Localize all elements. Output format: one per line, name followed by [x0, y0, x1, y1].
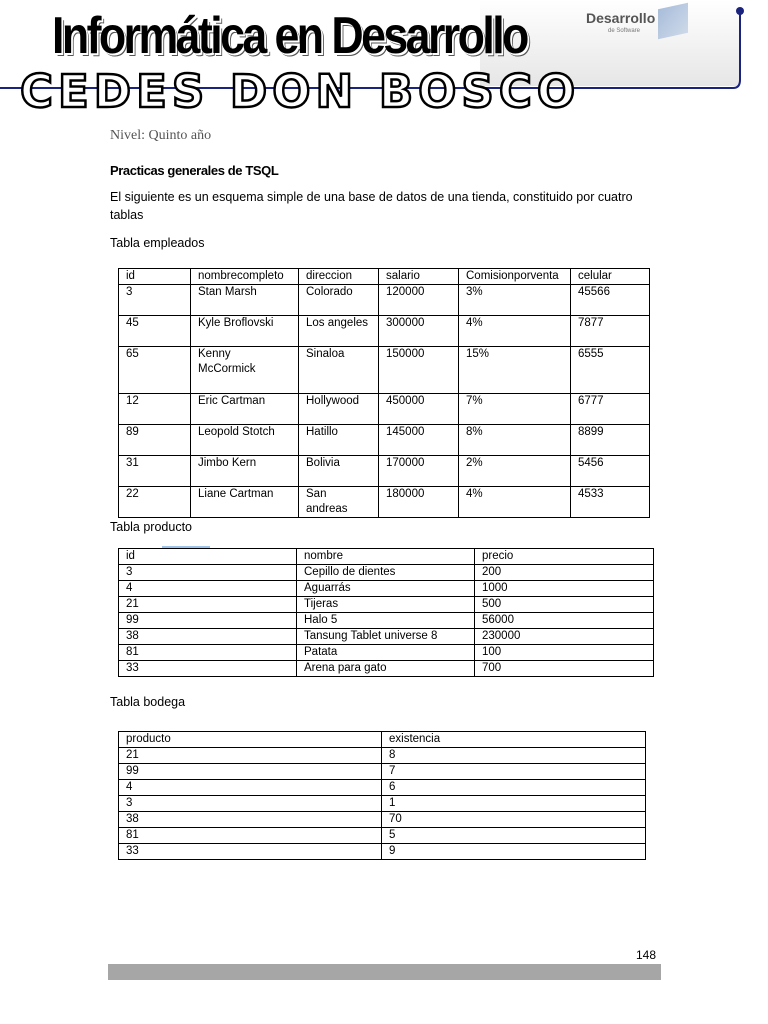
table-cell: Jimbo Kern [191, 456, 299, 487]
table-cell: 100 [475, 645, 654, 661]
table-cell: 170000 [379, 456, 459, 487]
table-cell: 4 [119, 581, 297, 597]
column-header: direccion [299, 269, 379, 285]
table-row [119, 565, 654, 581]
table-cell: 4% [459, 316, 571, 347]
table-row [119, 487, 650, 518]
table-cell: Tijeras [297, 597, 475, 613]
table-cell: Cepillo de dientes [297, 565, 475, 581]
table-cell: 450000 [379, 394, 459, 425]
logo-subtext: de Software [608, 28, 641, 34]
table-cell: 12 [119, 394, 191, 425]
table-cell: 21 [119, 597, 297, 613]
table-row [119, 581, 654, 597]
table-row [119, 844, 646, 860]
table-cell: 150000 [379, 347, 459, 394]
table-cell: Sinaloa [299, 347, 379, 394]
table-cell: 700 [475, 661, 654, 677]
table-cell: 3% [459, 285, 571, 316]
header-title: Informática en Desarrollo [52, 7, 527, 65]
table-row [119, 812, 646, 828]
table-header-row [119, 549, 654, 565]
table-cell: 1 [382, 796, 646, 812]
table-cell: 230000 [475, 629, 654, 645]
table-cell: Hollywood [299, 394, 379, 425]
table-cell: Tansung Tablet universe 8 [297, 629, 475, 645]
table-cell: Arena para gato [297, 661, 475, 677]
table-row [119, 285, 650, 316]
column-header: id [119, 269, 191, 285]
table-cell: 7% [459, 394, 571, 425]
table-row [119, 748, 646, 764]
table-label-bodega: Tabla bodega [110, 695, 186, 709]
table-cell: 300000 [379, 316, 459, 347]
table-cell: 4% [459, 487, 571, 518]
logo [586, 6, 696, 42]
logo-icon [658, 3, 688, 39]
table-cell: 38 [119, 812, 382, 828]
table-empleados [118, 268, 650, 518]
table-label-empleados: Tabla empleados [110, 236, 205, 250]
column-header: salario [379, 269, 459, 285]
column-header: nombre [297, 549, 475, 565]
table-cell: 5 [382, 828, 646, 844]
table-row [119, 456, 650, 487]
table-cell: 99 [119, 613, 297, 629]
table-cell: 81 [119, 828, 382, 844]
table-label-producto: Tabla producto [110, 520, 193, 534]
table-cell: 31 [119, 456, 191, 487]
table-cell: 6 [382, 780, 646, 796]
table-cell: 7 [382, 764, 646, 780]
school-name: CEDES DON BOSCO [20, 65, 581, 118]
table-header-row [119, 732, 646, 748]
section-title: Practicas generales de TSQL [110, 163, 279, 178]
table-row [119, 597, 654, 613]
table-cell: 33 [119, 661, 297, 677]
table-cell: 145000 [379, 425, 459, 456]
table-cell: 65 [119, 347, 191, 394]
table-cell: 120000 [379, 285, 459, 316]
table-cell: 8899 [571, 425, 650, 456]
table-cell: 9 [382, 844, 646, 860]
table-cell: Kyle Broflovski [191, 316, 299, 347]
table-row [119, 796, 646, 812]
table-bodega [118, 731, 646, 860]
table-row [119, 347, 650, 394]
table-cell: 56000 [475, 613, 654, 629]
column-header: id [119, 549, 297, 565]
table-cell: Patata [297, 645, 475, 661]
table-cell: 1000 [475, 581, 654, 597]
table-cell: 4 [119, 780, 382, 796]
table-row [119, 764, 646, 780]
table-row [119, 613, 654, 629]
table-cell: 22 [119, 487, 191, 518]
table-cell: 45566 [571, 285, 650, 316]
table-cell: Los angeles [299, 316, 379, 347]
table-cell: 33 [119, 844, 382, 860]
table-cell: 200 [475, 565, 654, 581]
table-cell: Kenny McCormick [191, 347, 299, 394]
column-header: precio [475, 549, 654, 565]
table-cell: 99 [119, 764, 382, 780]
table-producto [118, 548, 654, 677]
table-cell: 38 [119, 629, 297, 645]
table-cell: 500 [475, 597, 654, 613]
footer-bar [108, 964, 661, 980]
table-row [119, 828, 646, 844]
table-cell: 81 [119, 645, 297, 661]
table-cell: Stan Marsh [191, 285, 299, 316]
table-cell: 70 [382, 812, 646, 828]
table-cell: 8 [382, 748, 646, 764]
table-cell: 5456 [571, 456, 650, 487]
table-cell: 180000 [379, 487, 459, 518]
table-cell: Halo 5 [297, 613, 475, 629]
table-cell: 7877 [571, 316, 650, 347]
table-cell: 3 [119, 796, 382, 812]
table-cell: Bolivia [299, 456, 379, 487]
page-number: 148 [636, 948, 657, 962]
table-cell: 6555 [571, 347, 650, 394]
table-header-row [119, 269, 650, 285]
table-cell: 45 [119, 316, 191, 347]
column-header: celular [571, 269, 650, 285]
table-row [119, 316, 650, 347]
table-cell: 3 [119, 285, 191, 316]
table-row [119, 425, 650, 456]
table-cell: 2% [459, 456, 571, 487]
table-row [119, 780, 646, 796]
table-row [119, 661, 654, 677]
table-row [119, 645, 654, 661]
table-cell: 6777 [571, 394, 650, 425]
logo-text: Desarrollo [586, 10, 656, 26]
table-cell: Eric Cartman [191, 394, 299, 425]
table-cell: 21 [119, 748, 382, 764]
table-row [119, 394, 650, 425]
column-header: nombrecompleto [191, 269, 299, 285]
column-header: Comisionporventa [459, 269, 571, 285]
level-label: Nivel: Quinto año [110, 128, 212, 143]
table-cell: 89 [119, 425, 191, 456]
table-cell: Liane Cartman [191, 487, 299, 518]
table-row [119, 629, 654, 645]
table-cell: 4533 [571, 487, 650, 518]
table-cell: San andreas [299, 487, 379, 518]
column-header: producto [119, 732, 382, 748]
intro-paragraph: El siguiente es un esquema simple de una base de datos de una tienda, constituido por cuatro tablas [110, 190, 633, 222]
table-cell: Colorado [299, 285, 379, 316]
column-header: existencia [382, 732, 646, 748]
table-cell: 3 [119, 565, 297, 581]
table-cell: Leopold Stotch [191, 425, 299, 456]
table-cell: Aguarrás [297, 581, 475, 597]
table-cell: 15% [459, 347, 571, 394]
table-cell: 8% [459, 425, 571, 456]
table-cell: Hatillo [299, 425, 379, 456]
